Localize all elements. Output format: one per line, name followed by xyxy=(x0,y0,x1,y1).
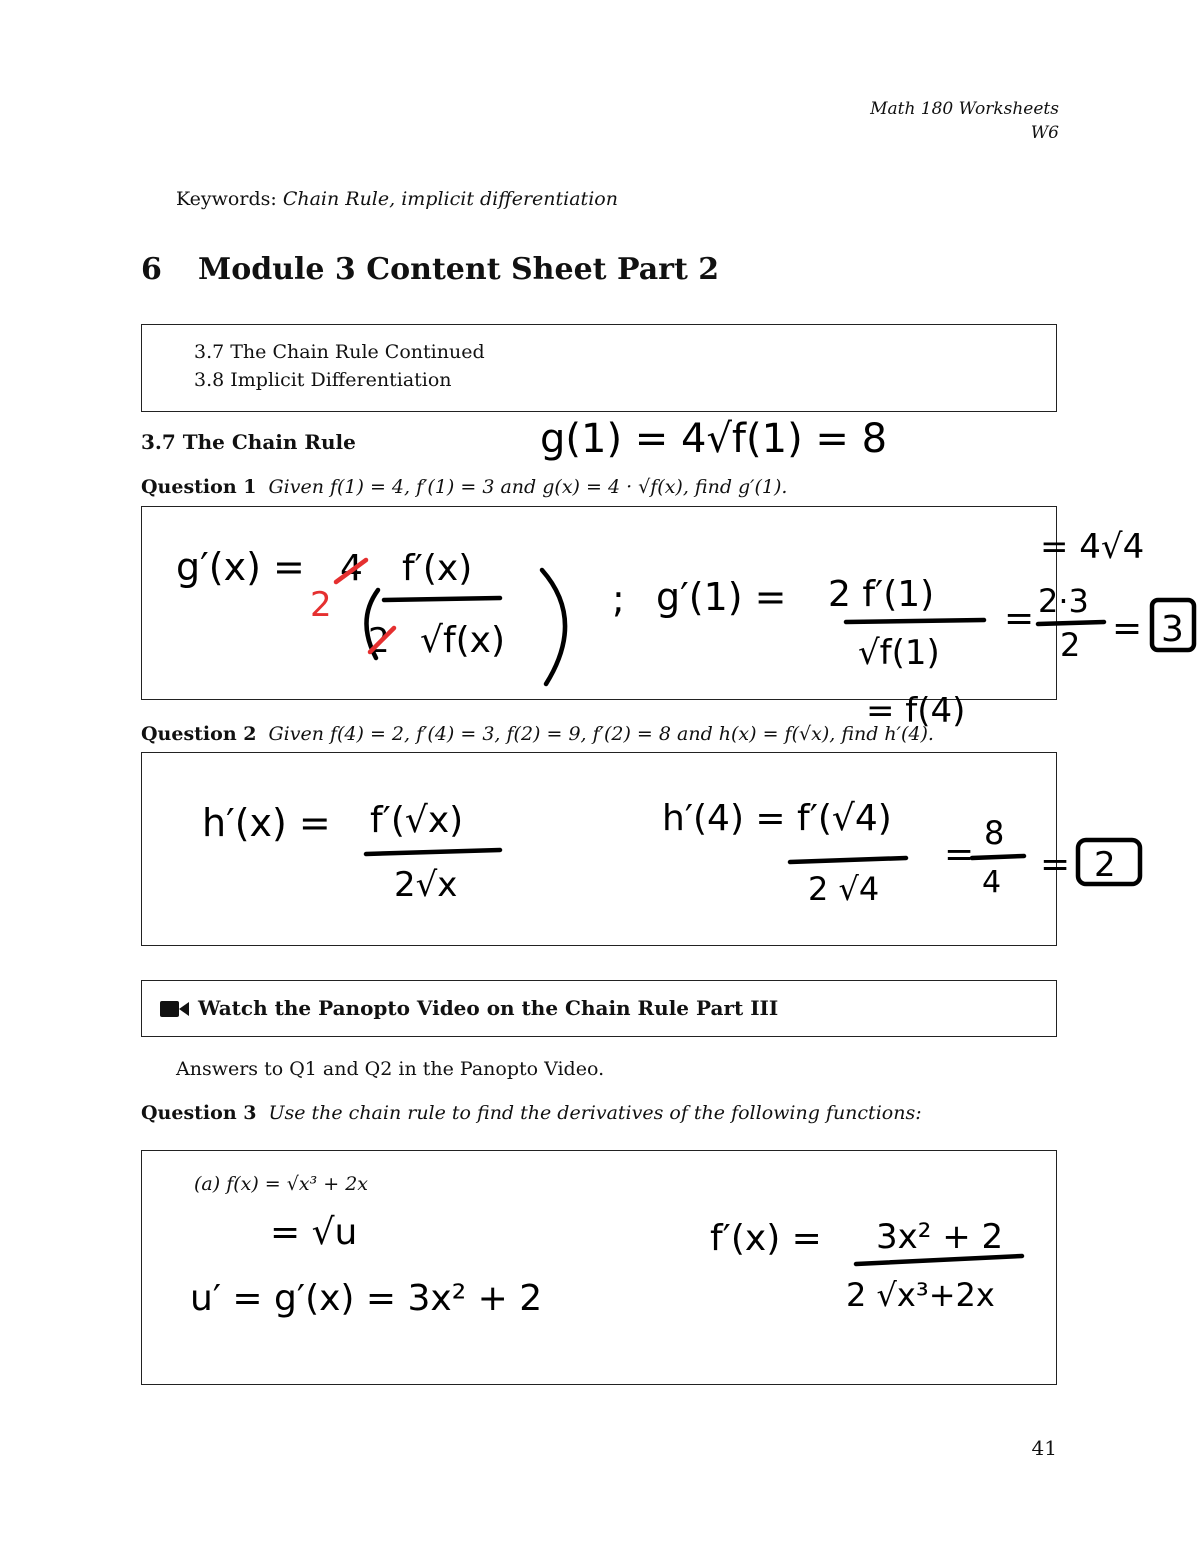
video-note: Answers to Q1 and Q2 in the Panopto Video. xyxy=(176,1058,605,1080)
hw-q2-h4: h′(4) = f′(√4) xyxy=(662,798,892,839)
hw-q1-side2: = f(4) xyxy=(866,691,966,731)
hw-fraction-bar xyxy=(856,1256,1022,1264)
hw-q2-num: f′(√x) xyxy=(370,800,464,841)
hw-q3-uprime: u′ = g′(x) = 3x² + 2 xyxy=(190,1278,543,1319)
hw-q3-num: 3x² + 2 xyxy=(876,1217,1004,1257)
hw-fraction-bar xyxy=(790,858,906,862)
hw-q2-den: 2√x xyxy=(394,865,458,905)
hw-q3-den: 2 √x³+2x xyxy=(846,1276,995,1314)
hw-q1-eq2: = xyxy=(1112,608,1143,649)
hw-q1-g1-num: 2 f′(1) xyxy=(828,574,935,615)
hw-q1-lhs: g′(x) = xyxy=(176,545,305,589)
keywords-terms: Chain Rule, implicit differentiation xyxy=(282,188,618,210)
hw-fraction-bar xyxy=(1038,622,1104,624)
hw-q1-num: f′(x) xyxy=(402,548,473,589)
hw-q2-eq: = xyxy=(944,834,975,875)
hw-q1-struck-4: 4 xyxy=(340,548,363,589)
hw-q2-frac-den: 4 xyxy=(982,865,1002,900)
section-heading: 3.7 The Chain Rule xyxy=(141,430,356,454)
title-text: Module 3 Content Sheet Part 2 xyxy=(198,252,720,287)
worksheet-code: W6 xyxy=(1030,123,1059,143)
hw-fraction-bar xyxy=(384,598,500,600)
keywords-label: Keywords: xyxy=(176,188,277,210)
hw-fraction-bar xyxy=(972,856,1024,858)
contents-item: 3.7 The Chain Rule Continued xyxy=(194,341,485,363)
hw-q1-eq: = xyxy=(1004,598,1035,639)
hw-q1-answer: 3 xyxy=(1161,609,1184,650)
hw-q1-red-coef: 2 xyxy=(310,585,332,625)
hw-q3-sub: = √u xyxy=(270,1212,358,1253)
question-text: Given f(4) = 2, f′(4) = 3, f(2) = 9, f′(2) = 8 and h(x) = f(√x), find h′(4). xyxy=(268,723,934,745)
question-label: Question 2 xyxy=(141,723,257,745)
hw-q2-h4-den: 2 √4 xyxy=(808,870,880,908)
hw-q2-answer: 2 xyxy=(1094,845,1116,885)
question-text: Use the chain rule to find the derivatives of the following functions: xyxy=(268,1102,922,1124)
hw-q3-f: f′(x) = xyxy=(710,1218,822,1259)
hw-q1-semicolon: ; xyxy=(612,577,625,621)
hw-q2-frac-num: 8 xyxy=(984,814,1005,852)
hw-q1-g1-den: √f(1) xyxy=(858,633,940,673)
hw-paren-right xyxy=(542,570,565,684)
hw-fraction-bar xyxy=(846,620,984,622)
hw-q1-side: = 4√4 xyxy=(1040,527,1145,567)
course-title: Math 180 Worksheets xyxy=(870,99,1059,119)
hw-q1-top: g(1) = 4√f(1) = 8 xyxy=(540,416,888,462)
hw-q1-frac-num: 2·3 xyxy=(1038,582,1089,620)
page-number: 41 xyxy=(1031,1436,1057,1460)
hw-q1-frac-den: 2 xyxy=(1060,626,1081,664)
hw-q1-den: √f(x) xyxy=(420,620,506,661)
hw-q1-g1: g′(1) = xyxy=(656,575,787,619)
section-number: 6 xyxy=(141,252,162,287)
hw-q2-eq2: = xyxy=(1040,844,1071,885)
hw-q1-struck-2: 2 xyxy=(368,621,390,661)
question-text: Given f(1) = 4, f′(1) = 3 and g(x) = 4 · √f(x), find g′(1). xyxy=(268,476,788,498)
video-link[interactable]: Watch the Panopto Video on the Chain Rule Part III xyxy=(198,996,779,1020)
part-a: (a) f(x) = √x³ + 2x xyxy=(194,1173,369,1195)
question-label: Question 3 xyxy=(141,1102,257,1124)
contents-item: 3.8 Implicit Differentiation xyxy=(194,369,452,391)
hw-fraction-bar xyxy=(366,850,500,854)
hw-q2-lhs: h′(x) = xyxy=(202,801,331,845)
question-label: Question 1 xyxy=(141,476,257,498)
